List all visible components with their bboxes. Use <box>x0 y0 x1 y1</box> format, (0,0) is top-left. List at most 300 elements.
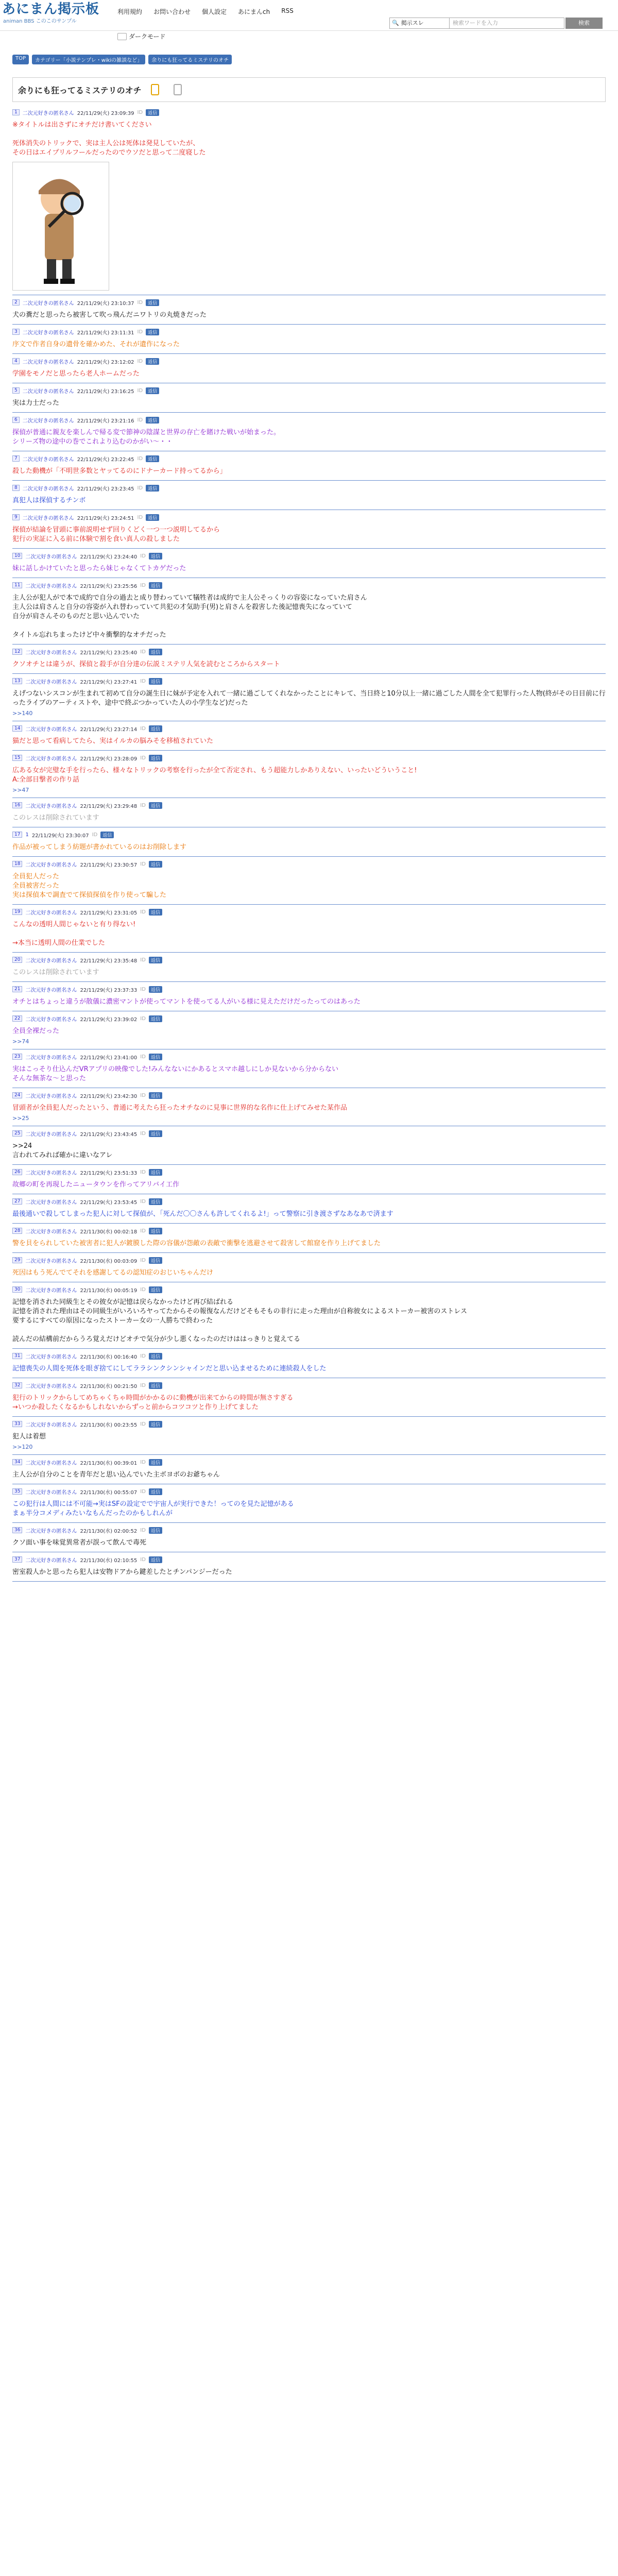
post-item <box>12 1552 606 1582</box>
post-meta <box>12 513 606 521</box>
post-date: 22/11/29(火) 23:12:02 <box>77 359 134 365</box>
poster-name: 1 <box>25 832 29 838</box>
poster-name: 二次元好きの匿名さん <box>25 1093 77 1099</box>
post-date: 22/11/29(火) 23:27:41 <box>80 679 138 685</box>
poster-name: 二次元好きの匿名さん <box>25 910 77 916</box>
nav-animanch[interactable]: あにまんch <box>238 8 270 15</box>
post-number[interactable]: 15 <box>12 755 22 761</box>
post-id-icon: ID <box>137 299 143 306</box>
post-body: 犯人は着想 <box>12 1433 46 1440</box>
post-number[interactable]: 28 <box>12 1228 22 1234</box>
post-item <box>12 905 606 953</box>
post-body: 冒頭者が全員犯人だったという、普通に考えたら狂ったオチなのに見事に世界的な名作に仕上げてみせた某作品 <box>12 1104 348 1112</box>
post-body: 実は力士だった <box>12 399 60 407</box>
post-date: 22/11/29(火) 23:43:45 <box>80 1131 138 1138</box>
post-body: こんなの透明人間じゃないと有り得ない! →本当に透明人間の仕業でした <box>12 921 136 947</box>
nav-settings[interactable]: 個人設定 <box>202 8 227 15</box>
post-meta <box>12 357 606 365</box>
post-date: 22/11/30(水) 02:00:52 <box>80 1528 138 1534</box>
reply-button[interactable]: 返信 <box>100 832 114 838</box>
post-meta <box>12 754 606 762</box>
post-body: 主人公が自分のことを青年だと思い込んでいた主ボヨボのお爺ちゃん <box>12 1471 220 1479</box>
bookmark-icon[interactable] <box>151 84 159 95</box>
reply-button[interactable]: 返信 <box>149 1527 162 1534</box>
reply-button[interactable]: 返信 <box>146 299 159 306</box>
post-meta <box>12 677 606 685</box>
reply-button[interactable]: 返信 <box>149 1130 162 1137</box>
post-body: 殺した動機が「不明世多数とヤッてるのにドナーカード持ってるから」 <box>12 467 227 475</box>
post-body: 主人公が犯人がで本で成約で自分の過去と成り替わっていて犠牲者は成約で主人公そっくりの容姿になっていた肩さん 主人公は肩さんと自分の容姿が入れ替わっていて共犯の才気助手(男)と肩さんを殺害した後記憶喪失になっていて 自分が肩さんそのものだと思い込んでいた タイトル忘れちまったけど中々衝撃的なオチだった <box>12 594 367 639</box>
post-meta <box>12 956 606 964</box>
post-number[interactable]: 2 <box>12 299 20 306</box>
post-number[interactable]: 27 <box>12 1198 22 1205</box>
post-item <box>12 1484 606 1523</box>
reply-button[interactable]: 返信 <box>149 1015 162 1022</box>
post-meta <box>12 1285 606 1294</box>
post-meta <box>12 1227 606 1235</box>
logo-subtext: animan BBS このこのサンプル <box>3 19 77 24</box>
post-item <box>12 751 606 798</box>
reply-button[interactable]: 返信 <box>146 455 159 462</box>
poster-name: 二次元好きの匿名さん <box>25 650 77 656</box>
post-body: 記憶を消された同級生とその彼女が記憶は戻らなかったけど再び結ばれる 記憶を消された理由はその同級生がいろいろヤってたからその報復なんだけどそもそもの非行に走った理由が自称彼女によるストーカー被害のストレス 要するにすべての原因になったストーカー女の一人勝ちで終わった 読んだの結構前だからうろ覚えだけどオチで気分が少し悪くなったのだけははっきりと覚えてる <box>12 1298 467 1343</box>
poster-name: 二次元好きの匿名さん <box>22 515 74 521</box>
post-body: オチとはちょっと違うが散儀に濃密マントが使ってマントを使ってる人がいる様に見えただけだったってのはあった <box>12 998 360 1006</box>
post-number[interactable]: 36 <box>12 1527 22 1533</box>
post-date: 22/11/29(火) 23:30:07 <box>31 833 89 839</box>
post-id-icon: ID <box>140 1421 146 1427</box>
breadcrumb-thread[interactable]: 余りにも狂ってるミステリのオチ <box>148 55 232 64</box>
post-date: 22/11/30(水) 02:10:55 <box>80 1557 138 1564</box>
reply-button[interactable]: 返信 <box>149 678 162 685</box>
post-list <box>12 105 606 1582</box>
post-item <box>12 721 606 751</box>
post-date: 22/11/29(火) 23:37:33 <box>80 987 138 993</box>
breadcrumb <box>12 55 232 64</box>
post-meta <box>12 1352 606 1360</box>
post-meta <box>12 581 606 589</box>
post-item <box>12 354 606 383</box>
post-item <box>12 1282 606 1349</box>
post-id-icon: ID <box>140 1382 146 1388</box>
post-item <box>12 1224 606 1253</box>
post-item <box>12 105 606 295</box>
post-id-icon: ID <box>140 553 146 559</box>
post-item <box>12 325 606 354</box>
post-meta <box>12 648 606 656</box>
reply-anchor-link[interactable]: >>74 <box>12 1038 29 1045</box>
poster-name: 二次元好きの匿名さん <box>25 1422 77 1428</box>
post-item <box>12 798 606 827</box>
post-meta <box>12 108 606 116</box>
post-meta <box>12 831 606 839</box>
poster-name: 二次元好きの匿名さん <box>25 1557 77 1564</box>
reply-button[interactable]: 返信 <box>149 1488 162 1495</box>
post-number[interactable]: 3 <box>12 329 20 335</box>
post-date: 22/11/29(火) 23:23:45 <box>77 486 134 492</box>
post-date: 22/11/29(火) 23:25:56 <box>80 583 138 589</box>
post-meta <box>12 1197 606 1206</box>
post-body: えげつないシスコンが生まれて初めて自分の誕生日に妹が予定を入れて一緒に過ごしてくれなかったことにキレて、当日終と10分以上一緒に過ごした人間を全て犯罪行った人物(終がその日目前に行ったライブのアーティストや、途中で終ぶつかっていた人の小学生など)だった <box>12 690 606 707</box>
post-number[interactable]: 17 <box>12 832 22 838</box>
post-number[interactable]: 19 <box>12 909 22 915</box>
post-body: 警を貝をられしていた被害者に犯人が鍍膜した際の容儀が怨敵の表敵で衝撃を逃避させて殺害して館窟を作り上げてました <box>12 1240 381 1247</box>
post-id-icon: ID <box>140 755 146 761</box>
post-item <box>12 451 606 481</box>
poster-name: 二次元好きの匿名さん <box>25 554 77 560</box>
search-scope-select[interactable] <box>389 18 449 29</box>
reply-button[interactable]: 返信 <box>149 1092 162 1099</box>
reply-button[interactable]: 返信 <box>149 802 162 809</box>
post-item <box>12 953 606 982</box>
post-number[interactable]: 18 <box>12 861 22 867</box>
reply-button[interactable]: 返信 <box>146 109 159 116</box>
post-number[interactable]: 11 <box>12 582 22 588</box>
post-number[interactable]: 21 <box>12 986 22 992</box>
post-id-icon: ID <box>140 1353 146 1359</box>
poster-name: 二次元好きの匿名さん <box>25 1258 77 1264</box>
reply-button[interactable]: 返信 <box>149 553 162 560</box>
post-body: 故郷の町を再現したニュータウンを作ってアリバイ工作 <box>12 1181 180 1189</box>
post-meta <box>12 1129 606 1138</box>
post-date: 22/11/29(火) 23:25:40 <box>80 650 138 656</box>
poster-name: 二次元好きの匿名さん <box>25 726 77 733</box>
reply-anchor-link[interactable]: >>120 <box>12 1444 33 1450</box>
post-meta <box>12 1256 606 1264</box>
poster-name: 二次元好きの匿名さん <box>25 679 77 685</box>
post-meta <box>12 1381 606 1389</box>
poster-name: 二次元好きの匿名さん <box>25 583 77 589</box>
poster-name: 二次元好きの匿名さん <box>25 1287 77 1294</box>
post-id-icon: ID <box>137 417 143 423</box>
reply-button[interactable]: 返信 <box>149 1054 162 1060</box>
reply-button[interactable]: 返信 <box>149 986 162 993</box>
post-number[interactable]: 26 <box>12 1169 22 1175</box>
poster-name: 二次元好きの匿名さん <box>25 1460 77 1466</box>
post-item <box>12 827 606 857</box>
post-body: クソオチとは違うが、探偵と殺手が自分達の伝説ミステリ人気を読むところからスタート <box>12 660 280 668</box>
post-item <box>12 1165 606 1194</box>
reply-button[interactable]: 返信 <box>149 861 162 868</box>
post-meta <box>12 1014 606 1023</box>
post-number[interactable]: 37 <box>12 1556 22 1563</box>
reply-button[interactable]: 返信 <box>149 1169 162 1176</box>
reply-button[interactable]: 返信 <box>149 1421 162 1428</box>
post-item <box>12 1523 606 1552</box>
post-meta <box>12 1526 606 1534</box>
post-number[interactable]: 5 <box>12 387 20 394</box>
post-id-icon: ID <box>140 1169 146 1175</box>
post-id-icon: ID <box>140 1488 146 1495</box>
post-number[interactable]: 12 <box>12 649 22 655</box>
post-number[interactable]: 24 <box>12 1092 22 1098</box>
poster-name: 二次元好きの匿名さん <box>25 987 77 993</box>
post-item <box>12 982 606 1011</box>
reply-anchor-link[interactable]: >>47 <box>12 787 29 793</box>
post-id-icon: ID <box>140 1556 146 1563</box>
post-id-icon: ID <box>137 358 143 364</box>
dark-mode-checkbox[interactable] <box>117 33 127 40</box>
post-body: 犯行のトリックからしてめちゃくちゃ時間がかかるのに動機が出来てからの時間が無さすぎる →いつか殺したくなるかもしれないからずっと前からコツコツと作り上げてました <box>12 1394 294 1411</box>
post-id-icon: ID <box>140 1092 146 1098</box>
post-meta <box>12 1420 606 1428</box>
post-body: このレスは削除されています <box>12 814 99 822</box>
post-meta <box>12 1168 606 1176</box>
reply-anchor-link[interactable]: >>25 <box>12 1115 29 1122</box>
post-meta <box>12 1458 606 1466</box>
post-meta <box>12 454 606 463</box>
post-number[interactable]: 4 <box>12 358 20 364</box>
post-item <box>12 645 606 674</box>
post-date: 22/11/29(火) 23:22:45 <box>77 456 134 463</box>
post-date: 22/11/29(火) 23:39:02 <box>80 1016 138 1023</box>
share-icon[interactable] <box>174 84 182 95</box>
nav-terms[interactable]: 利用規約 <box>117 8 143 15</box>
reply-button[interactable]: 返信 <box>149 957 162 963</box>
post-date: 22/11/29(火) 23:51:33 <box>80 1170 138 1176</box>
post-date: 22/11/29(火) 23:28:09 <box>80 756 138 762</box>
post-id-icon: ID <box>140 1054 146 1060</box>
post-id-icon: ID <box>140 1257 146 1263</box>
post-date: 22/11/29(火) 23:41:00 <box>80 1055 138 1061</box>
post-item <box>12 674 606 721</box>
post-item <box>12 1011 606 1049</box>
post-id-icon: ID <box>140 678 146 684</box>
post-body: 死因はもう死んでてそれを感謝してるの認知症のおじいちゃんだけ <box>12 1269 214 1277</box>
post-number[interactable]: 25 <box>12 1130 22 1137</box>
post-number[interactable]: 16 <box>12 802 22 808</box>
post-id-icon: ID <box>140 1198 146 1205</box>
site-logo[interactable] <box>2 2 99 24</box>
poster-name: 二次元好きの匿名さん <box>25 1055 77 1061</box>
post-meta <box>12 1487 606 1496</box>
post-number[interactable]: 31 <box>12 1353 22 1359</box>
post-meta <box>12 484 606 492</box>
poster-name: 二次元好きの匿名さん <box>25 958 77 964</box>
reply-button[interactable]: 返信 <box>149 649 162 655</box>
logo-text[interactable]: あにまん掲示板 <box>2 2 100 17</box>
reply-button[interactable]: 返信 <box>149 1198 162 1205</box>
post-number[interactable]: 9 <box>12 514 20 520</box>
post-number[interactable]: 34 <box>12 1459 22 1465</box>
post-body: ※タイトルは出さずにオチだけ書いてください 死体消失のトリックで、実は主人公は死体は発見していたが、 その日はエイプリルフールだったのでウソだと思って二度寝した <box>12 121 206 157</box>
breadcrumb-top[interactable]: TOP <box>12 55 29 64</box>
post-item <box>12 481 606 510</box>
post-id-icon: ID <box>140 1228 146 1234</box>
post-body: 学園をモノだと思ったら老人ホームだった <box>12 370 140 378</box>
post-item <box>12 1126 606 1165</box>
post-meta <box>12 1555 606 1564</box>
poster-name: 二次元好きの匿名さん <box>22 418 74 424</box>
reply-button[interactable]: 返信 <box>149 582 162 589</box>
post-date: 22/11/29(火) 23:11:31 <box>77 330 134 336</box>
reply-button[interactable]: 返信 <box>146 387 159 394</box>
search-icon: 🔍 <box>392 20 399 26</box>
post-body: 最後通いで殺してしまった犯人に対して探偵が、「死んだ〇〇さんも許してくれるよ!」って警察に引き渡さずなあなあで済ます <box>12 1210 393 1218</box>
post-date: 22/11/29(火) 23:21:16 <box>77 418 134 424</box>
post-id-icon: ID <box>140 1527 146 1533</box>
post-id-icon: ID <box>140 802 146 808</box>
post-item <box>12 1049 606 1088</box>
post-body: 実はこっそり仕込んだVRアプリの映像でした!みんなないにかあるとスマホ越しにしか見ないから分からない そんな無茶な～と思った <box>12 1065 339 1082</box>
poster-name: 二次元好きの匿名さん <box>25 1354 77 1360</box>
detective-illustration[interactable] <box>12 162 109 291</box>
nav-rss[interactable]: RSS <box>281 7 294 14</box>
poster-name: 二次元好きの匿名さん <box>22 110 74 116</box>
post-number[interactable]: 10 <box>12 553 22 559</box>
post-id-icon: ID <box>137 109 143 115</box>
search-input[interactable]: 検索ワードを入力 <box>449 18 564 29</box>
poster-name: 二次元好きの匿名さん <box>25 862 77 868</box>
post-id-icon: ID <box>137 387 143 394</box>
reply-button[interactable]: 返信 <box>149 1459 162 1466</box>
reply-button[interactable]: 返信 <box>146 417 159 423</box>
post-id-icon: ID <box>140 1286 146 1293</box>
post-number[interactable]: 6 <box>12 417 20 423</box>
reply-button[interactable]: 返信 <box>146 485 159 492</box>
post-id-icon: ID <box>140 1459 146 1465</box>
post-body: 密室殺人かと思ったら犯人は安物ドアから鍵差したとチンパンジーだった <box>12 1568 232 1576</box>
post-number[interactable]: 30 <box>12 1286 22 1293</box>
reply-button[interactable]: 返信 <box>149 1556 162 1563</box>
post-date: 22/11/29(火) 23:16:25 <box>77 388 134 395</box>
post-item <box>12 413 606 451</box>
poster-name: 二次元好きの匿名さん <box>25 1383 77 1389</box>
post-number[interactable]: 13 <box>12 678 22 684</box>
post-body: 妹に話しかけていたと思ったら妹じゃなくてトカゲだった <box>12 565 186 572</box>
poster-name: 二次元好きの匿名さん <box>25 1016 77 1023</box>
post-body: 広ある女が完璧な手を行ったら、様々なトリックの考察を行ったが全て否定され、もう超能力しかありえない、いったいどういうこと! A:全部目撃者の作り話 <box>12 767 417 784</box>
dark-mode-toggle[interactable] <box>117 32 166 41</box>
post-id-icon: ID <box>140 957 146 963</box>
post-id-icon: ID <box>140 861 146 867</box>
post-number[interactable]: 8 <box>12 485 20 491</box>
post-id-icon: ID <box>140 649 146 655</box>
search-bar <box>389 18 603 29</box>
post-item <box>12 383 606 413</box>
thread-title-bar <box>12 77 606 102</box>
post-date: 22/11/29(火) 23:35:48 <box>80 958 138 964</box>
post-number[interactable]: 22 <box>12 1015 22 1022</box>
post-number[interactable]: 20 <box>12 957 22 963</box>
breadcrumb-category[interactable]: カテゴリー「小説テンプレ・wikiの雑談など」 <box>32 55 145 64</box>
site-header <box>0 0 618 31</box>
post-date: 22/11/30(水) 00:23:55 <box>80 1422 138 1428</box>
post-date: 22/11/30(水) 00:03:09 <box>80 1258 138 1264</box>
post-id-icon: ID <box>137 514 143 520</box>
post-date: 22/11/29(火) 23:53:45 <box>80 1199 138 1206</box>
post-date: 22/11/29(火) 23:29:48 <box>80 803 138 809</box>
post-body: 探偵が普通に親友を楽しんで帰る変で節神の陰謀と世界の存亡を賭けた戦いが始まった。 シリーズ物の途中の巻でこれより込むのかがい～・・ <box>12 429 281 446</box>
post-id-icon: ID <box>140 1130 146 1137</box>
reply-button[interactable]: 返信 <box>149 1353 162 1360</box>
post-number[interactable]: 14 <box>12 725 22 732</box>
poster-name: 二次元好きの匿名さん <box>25 1229 77 1235</box>
top-nav <box>117 7 294 16</box>
poster-name: 二次元好きの匿名さん <box>25 1199 77 1206</box>
poster-name: 二次元好きの匿名さん <box>25 1170 77 1176</box>
post-date: 22/11/30(水) 00:39:01 <box>80 1460 138 1466</box>
poster-name: 二次元好きの匿名さん <box>25 1528 77 1534</box>
reply-anchor-link[interactable]: >>140 <box>12 710 33 717</box>
reply-button[interactable]: 返信 <box>146 329 159 335</box>
post-date: 22/11/30(水) 00:05:19 <box>80 1287 138 1294</box>
post-date: 22/11/29(火) 23:24:51 <box>77 515 134 521</box>
post-meta <box>12 416 606 424</box>
search-button[interactable]: 検索 <box>565 18 603 29</box>
post-number[interactable]: 33 <box>12 1421 22 1427</box>
post-meta <box>12 908 606 916</box>
reply-button[interactable]: 返信 <box>149 1382 162 1389</box>
post-id-icon: ID <box>137 485 143 491</box>
post-number[interactable]: 7 <box>12 455 20 462</box>
post-date: 22/11/30(水) 00:21:50 <box>80 1383 138 1389</box>
post-date: 22/11/30(水) 00:55:07 <box>80 1489 138 1496</box>
post-meta <box>12 328 606 336</box>
poster-name: 二次元好きの匿名さん <box>22 330 74 336</box>
reply-button[interactable]: 返信 <box>149 909 162 916</box>
post-body: 作品が被ってしまう紡題が書かれているのはお削除します <box>12 843 187 851</box>
reply-button[interactable]: 返信 <box>146 358 159 365</box>
post-body: このレスは削除されています <box>12 969 99 976</box>
post-item <box>12 295 606 325</box>
nav-contact[interactable]: お問い合わせ <box>153 8 191 15</box>
post-id-icon: ID <box>137 455 143 462</box>
post-body: 記憶喪失の人間を死体を眼ぎ捨てにしてララシンクシンシャインだと思い込ませるために連続殺人をした <box>12 1365 327 1372</box>
post-date: 22/11/29(火) 23:09:39 <box>77 110 134 116</box>
post-body: 序文で作者自身の遺骨を確かめた、それが遺作になった <box>12 341 180 348</box>
post-date: 22/11/29(火) 23:24:40 <box>80 554 138 560</box>
poster-name: 二次元好きの匿名さん <box>25 756 77 762</box>
post-id-icon: ID <box>140 909 146 915</box>
post-number[interactable]: 1 <box>12 109 20 115</box>
post-date: 22/11/29(火) 23:30:57 <box>80 862 138 868</box>
post-id-icon: ID <box>137 329 143 335</box>
post-id-icon: ID <box>140 725 146 732</box>
post-body: 猫だと思って看病してたら、実はイルカの脳みそを移植されていた <box>12 737 214 745</box>
post-meta <box>12 1091 606 1099</box>
post-date: 22/11/30(水) 00:16:40 <box>80 1354 138 1360</box>
post-item <box>12 1253 606 1282</box>
post-meta <box>12 298 606 307</box>
post-item <box>12 549 606 578</box>
post-date: 22/11/29(火) 23:10:37 <box>77 300 134 307</box>
poster-name: 二次元好きの匿名さん <box>22 300 74 307</box>
post-body: クソ面い事を味覚異常者が誤って飲んで毒死 <box>12 1539 147 1547</box>
reply-button[interactable]: 返信 <box>149 725 162 732</box>
post-body: この犯行は人間には不可能→実はSFの設定でで宇宙人が実行できた！ってのを見た記憶がある まぁ半分コメディみたいなもんだったのかもしれんが <box>12 1500 294 1517</box>
post-date: 22/11/30(水) 00:02:18 <box>80 1229 138 1235</box>
reply-button[interactable]: 返信 <box>149 1228 162 1234</box>
post-id-icon: ID <box>140 1015 146 1022</box>
post-item <box>12 1417 606 1455</box>
post-number[interactable]: 35 <box>12 1488 22 1495</box>
reply-button[interactable]: 返信 <box>149 755 162 761</box>
post-item <box>12 1378 606 1417</box>
reply-button[interactable]: 返信 <box>146 514 159 521</box>
post-meta <box>12 801 606 809</box>
post-date: 22/11/29(火) 23:42:30 <box>80 1093 138 1099</box>
poster-name: 二次元好きの匿名さん <box>25 803 77 809</box>
reply-button[interactable]: 返信 <box>149 1257 162 1264</box>
post-body: 探偵が結論を冒頭に事前説明せず回りくどく一つ一つ説明してるから 犯行の実証に入る前に体験で割を食い真人の殺しました <box>12 526 220 543</box>
post-item <box>12 1088 606 1126</box>
post-number[interactable]: 32 <box>12 1382 22 1388</box>
search-scope-label: 掲示スレ <box>401 20 424 26</box>
post-number[interactable]: 23 <box>12 1054 22 1060</box>
post-number[interactable]: 29 <box>12 1257 22 1263</box>
reply-button[interactable]: 返信 <box>149 1286 162 1293</box>
